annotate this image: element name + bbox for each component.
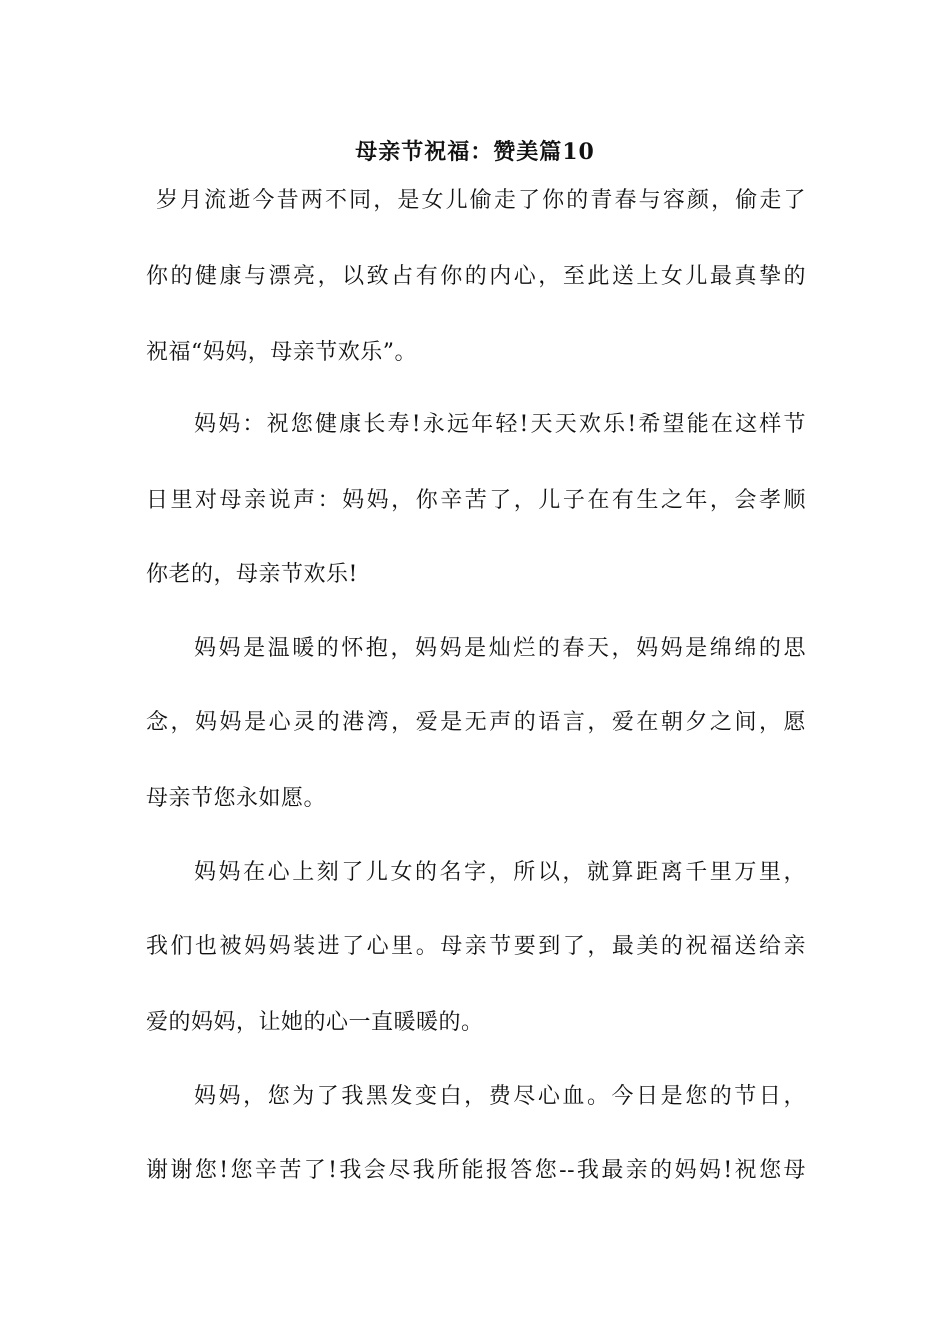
paragraph-line: 日里对母亲说声：妈妈，你辛苦了，儿子在有生之年，会孝顺	[146, 488, 806, 513]
paragraph-line: 念，妈妈是心灵的港湾，爱是无声的语言，爱在朝夕之间，愿	[146, 710, 806, 735]
paragraph-line: 母亲节您永如愿。	[146, 786, 327, 811]
paragraph-line: 爱的妈妈，让她的心一直暖暖的。	[146, 1010, 484, 1035]
paragraph-line: 妈妈是温暖的怀抱，妈妈是灿烂的春天，妈妈是绵绵的思	[194, 636, 806, 661]
paragraph-line: 祝福“妈妈，母亲节欢乐”。	[146, 340, 417, 365]
paragraph-line: 谢谢您!您辛苦了!我会尽我所能报答您--我最亲的妈妈!祝您母	[146, 1158, 806, 1183]
paragraph-line: 你老的，母亲节欢乐!	[146, 562, 358, 587]
paragraph-line: 我们也被妈妈装进了心里。母亲节要到了，最美的祝福送给亲	[146, 934, 806, 959]
document-title: 母亲节祝福：赞美篇10	[355, 139, 595, 165]
paragraph-line: 岁月流逝今昔两不同，是女儿偷走了你的青春与容颜，偷走了	[156, 188, 806, 213]
paragraph-line: 你的健康与漂亮，以致占有你的内心，至此送上女儿最真挚的	[146, 264, 806, 289]
paragraph-line: 妈妈：祝您健康长寿!永远年轻!天天欢乐!希望能在这样节	[194, 412, 806, 437]
paragraph-line: 妈妈在心上刻了儿女的名字，所以，就算距离千里万里，	[194, 860, 806, 885]
paragraph-line: 妈妈，您为了我黑发变白，费尽心血。今日是您的节日，	[194, 1084, 806, 1109]
